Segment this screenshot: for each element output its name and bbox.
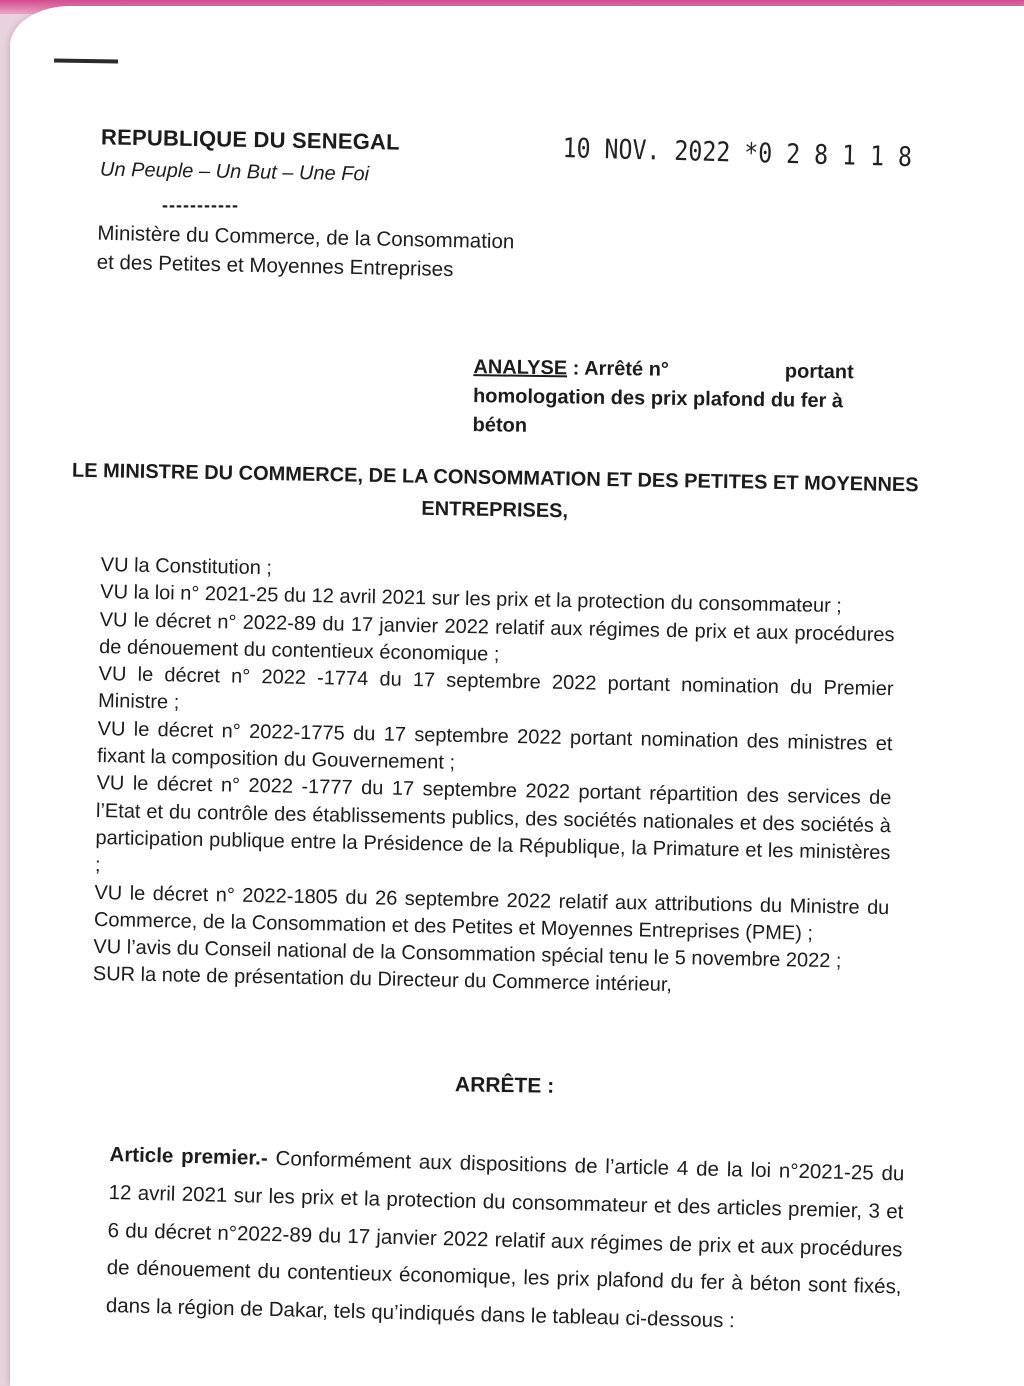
article-premier [105, 1136, 904, 1344]
minister-title: LE MINISTRE DU COMMERCE, DE LA CONSOMMATION ET DES PETITES ET MOYENNES ENTREPRISES, [71, 459, 919, 523]
ministry-line-2: et des Petites et Moyennes Entreprises [96, 250, 454, 282]
pen-mark [54, 58, 118, 63]
ministry-line-1: Ministère du Commerce, de la Consommation [97, 221, 515, 254]
visa-item: VU le décret n° 2022-89 du 17 janvier 2022 relatif aux régimes de prix et aux procédures de dénouement du contentieux économique ; [98, 608, 895, 666]
number-blank [669, 376, 785, 378]
visa-item: VU le décret n° 2022-1805 du 26 septembre 2022 relatif aux attributions du Ministre du Commerce, de la Consommation et des Petites et Moyennes Entreprises (PME) ; [93, 881, 890, 945]
visa-item: VU l’avis du Conseil national de la Consommation spécial tenu le 5 novembre 2022 ; [93, 936, 842, 973]
visa-item: VU la Constitution ; [100, 553, 273, 580]
analyse-block [472, 353, 893, 446]
visas-block [93, 552, 896, 1004]
arrete-heading: ARRÊTE : [454, 1073, 555, 1098]
article-label: Article premier.- [109, 1142, 269, 1170]
date-number-stamp: 10 NOV. 2022 *0 2 8 1 1 8 [562, 133, 913, 174]
analyse-arrete-number: : Arrêté n° [567, 357, 670, 381]
visa-item: VU le décret n° 2022-1775 du 17 septembre 2022 portant nomination des ministres et fixant la composition du Gouvernement ; [96, 717, 893, 774]
header-separator: ----------- [162, 195, 239, 215]
visa-item: VU le décret n° 2022 -1777 du 17 septembre 2022 portant répartition des services de l’Etat et du contrôle des établissements publics, des sociétés nationales et des sociétés à participation publique entre la Présidence de la République, la Primature et les ministères ; [94, 772, 892, 877]
article-text: Conformément aux dispositions de l’article 4 de la loi n°2021-25 du 12 avril 2021 sur les prix et la protection du consommateur et des articles premier, 3 et 6 du décret n°2022-89 du 17 janvier 2022 relatif aux régimes de prix et aux procédures de dénouement du contentieux économique, les prix plafond du fer à béton sont fixés, dans la région de Dakar, tels qu’indiqués dans le tableau ci-dessous : [105, 1146, 905, 1333]
ministry-name [96, 219, 514, 286]
national-motto: Un Peuple – Un But – Une Foi [99, 158, 370, 186]
visa-item: VU le décret n° 2022 -1774 du 17 septembre 2022 portant nomination du Premier Ministre ; [97, 663, 894, 715]
analyse-subject: portant homologation des prix plafond du fer à béton [472, 360, 854, 437]
visa-item: VU la loi n° 2021-25 du 12 avril 2021 sur les prix et la protection du consommateur ; [100, 581, 843, 618]
analyse-label: ANALYSE [473, 356, 568, 380]
republique-heading: REPUBLIQUE DU SENEGAL [100, 124, 401, 155]
visa-item: SUR la note de présentation du Directeur du Commerce intérieur, [92, 963, 673, 997]
